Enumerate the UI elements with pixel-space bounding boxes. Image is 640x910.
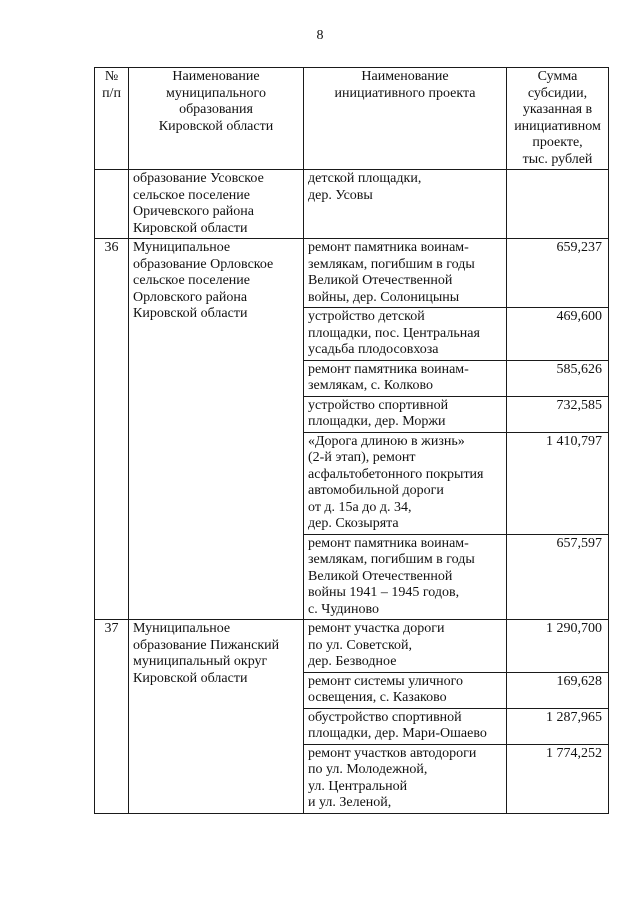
cell-number: 37 bbox=[95, 620, 129, 814]
cell-number: 36 bbox=[95, 239, 129, 620]
table-header-row bbox=[95, 68, 609, 170]
cell-project: ремонт памятника воинам- землякам, с. Колково bbox=[304, 360, 507, 396]
cell-municipality: образование Усовское сельское поселение Оричевского района Кировской области bbox=[129, 170, 304, 239]
subsidy-table bbox=[94, 67, 609, 814]
cell-project: устройство детской площадки, пос. Центральная усадьба плодосовхоза bbox=[304, 308, 507, 361]
cell-project: ремонт участка дороги по ул. Советской, дер. Безводное bbox=[304, 620, 507, 673]
cell-sum: 732,585 bbox=[507, 396, 609, 432]
cell-sum: 1 287,965 bbox=[507, 708, 609, 744]
cell-sum: 1 410,797 bbox=[507, 432, 609, 534]
cell-sum bbox=[507, 170, 609, 239]
header-sum: Сумма субсидии, указанная в инициативном проекте, тыс. рублей bbox=[507, 68, 609, 170]
cell-project: «Дорога длиною в жизнь» (2-й этап), ремонт асфальтобетонного покрытия автомобильной дороги от д. 15а до д. 34, дер. Скозырята bbox=[304, 432, 507, 534]
table-row bbox=[95, 239, 609, 308]
cell-project: обустройство спортивной площадки, дер. Мари-Ошаево bbox=[304, 708, 507, 744]
cell-project: ремонт участков автодороги по ул. Молодежной, ул. Центральной и ул. Зеленой, bbox=[304, 744, 507, 813]
cell-sum: 169,628 bbox=[507, 672, 609, 708]
cell-project: ремонт памятника воинам- землякам, погибшим в годы Великой Отечественной войны 1941 – 1945 годов, с. Чудиново bbox=[304, 534, 507, 620]
cell-sum: 657,597 bbox=[507, 534, 609, 620]
cell-project: детской площадки, дер. Усовы bbox=[304, 170, 507, 239]
page-number: 8 bbox=[316, 28, 324, 43]
cell-sum: 1 774,252 bbox=[507, 744, 609, 813]
cell-number bbox=[95, 170, 129, 239]
cell-sum: 469,600 bbox=[507, 308, 609, 361]
cell-municipality: Муниципальное образование Орловское сельское поселение Орловского района Кировской области bbox=[129, 239, 304, 620]
cell-project: устройство спортивной площадки, дер. Моржи bbox=[304, 396, 507, 432]
cell-municipality: Муниципальное образование Пижанский муниципальный округ Кировской области bbox=[129, 620, 304, 814]
cell-sum: 1 290,700 bbox=[507, 620, 609, 673]
cell-project: ремонт системы уличного освещения, с. Казаково bbox=[304, 672, 507, 708]
table-row bbox=[95, 620, 609, 673]
cell-project: ремонт памятника воинам- землякам, погибшим в годы Великой Отечественной войны, дер. Солоницыны bbox=[304, 239, 507, 308]
header-municipality: Наименование муниципального образования Кировской области bbox=[129, 68, 304, 170]
header-number: № п/п bbox=[95, 68, 129, 170]
header-project: Наименование инициативного проекта bbox=[304, 68, 507, 170]
table-row-continuation bbox=[95, 170, 609, 239]
cell-sum: 659,237 bbox=[507, 239, 609, 308]
cell-sum: 585,626 bbox=[507, 360, 609, 396]
